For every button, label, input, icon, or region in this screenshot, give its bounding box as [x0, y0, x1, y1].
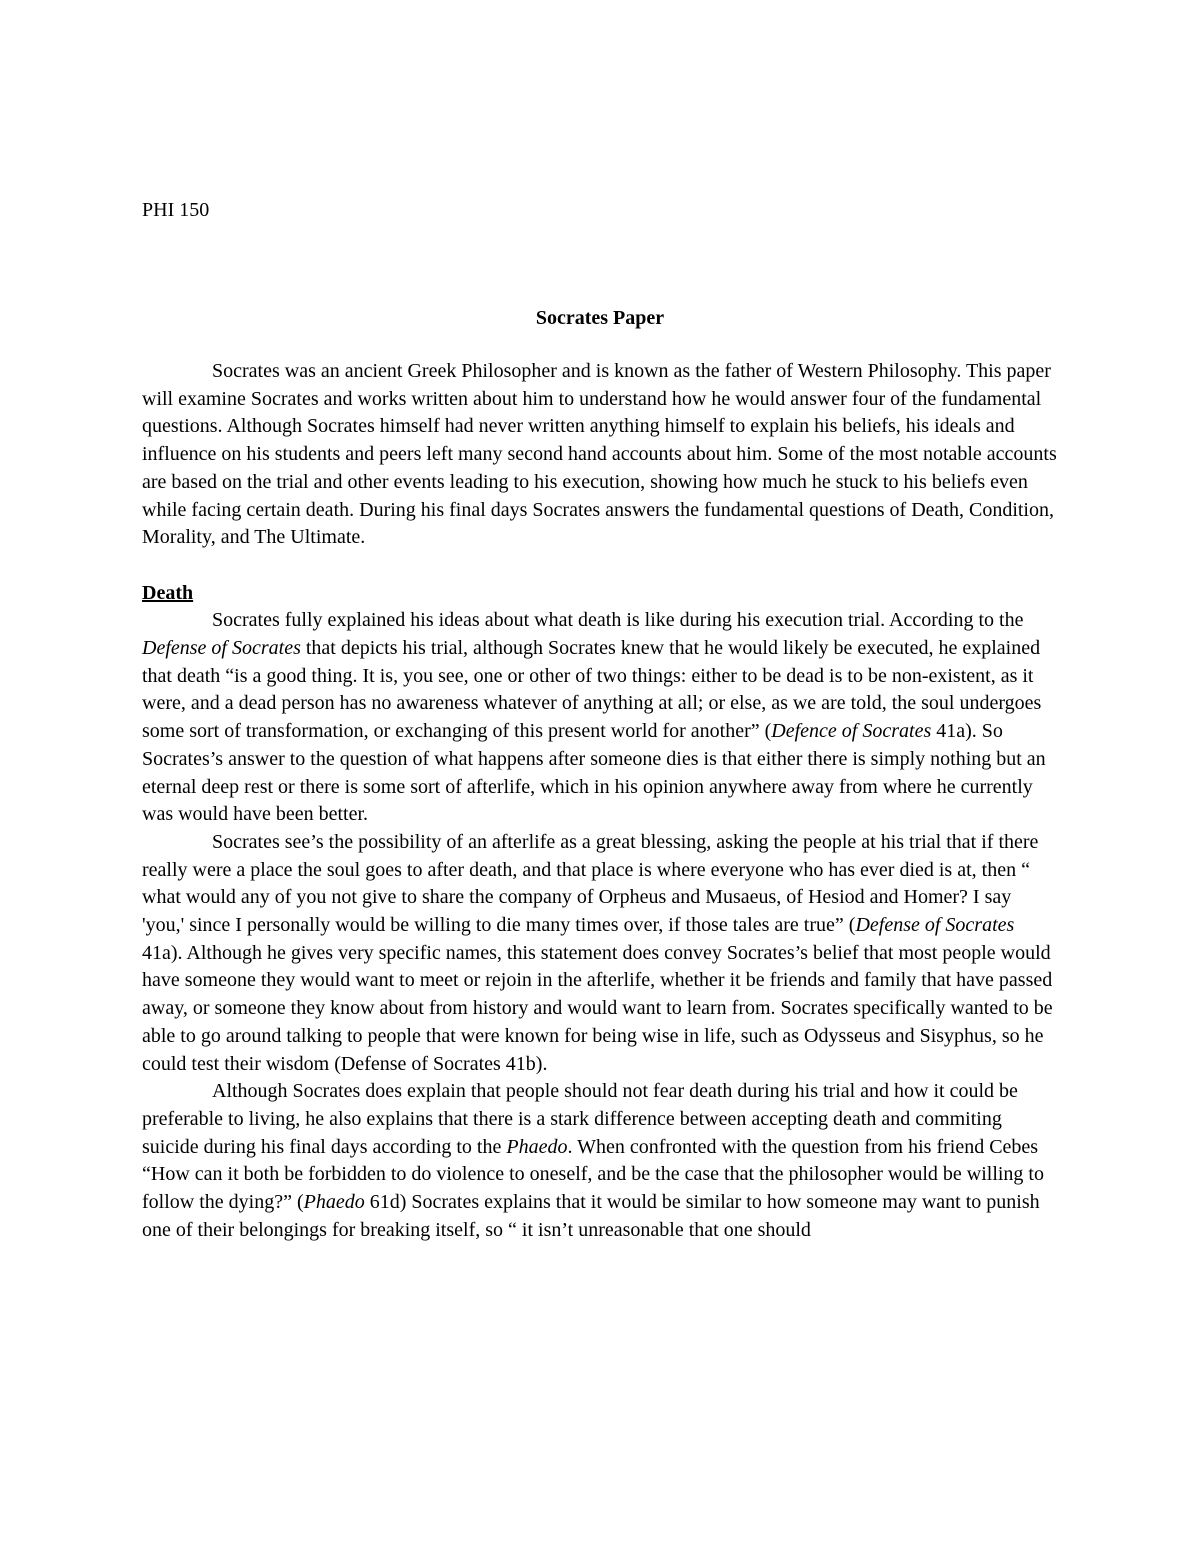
citation-title: Defense of Socrates [142, 637, 301, 660]
text-run: Socrates see’s the possibility of an afterlife as a great blessing, asking the people at his trial that if there really were a place the soul goes to after death, and that place is where everyone who has ever died is at, then “ what would any of you not give to share the company of Orpheus and Musaeus, of Hesiod and Homer? I say 'you,' since I personally would be willing to die many times over, if those tales are true” ( [142, 830, 1039, 937]
paper-title: Socrates Paper [535, 307, 665, 329]
death-paragraph-2 [142, 829, 1058, 1078]
paper-body [142, 358, 1058, 1244]
citation-title: Defense of Socrates [855, 914, 1015, 937]
death-paragraph-3 [142, 1078, 1058, 1244]
text-run: Although Socrates does explain that people should not fear death during his trial and how it could be preferable to living, he also explains that there is a stark difference between accepting death and commiting suicide during his final days according to the [142, 1080, 1018, 1158]
citation-title: Defence of Socrates [771, 720, 932, 743]
death-paragraph-1 [142, 607, 1058, 829]
section-heading-death: Death [142, 581, 194, 604]
text-run: . When confronted with the question from his friend Cebes “How can it both be forbidden to do violence to oneself, and be the case that the philosopher would be willing to follow the dying?” ( [142, 1135, 1044, 1214]
text-run: that depicts his trial, although Socrates knew that he would likely be executed, he explained that death “is a good thing. It is, you see, one or other of two things: either to be dead is to be non-existent, as it were, and a dead person has no awareness whatever of anything at all; or else, as we are told, the soul undergoes some sort of transformation, or exchanging of this present world for another” ( [142, 637, 1042, 743]
text-run: 41a). So Socrates’s answer to the question of what happens after someone dies is that either there is simply nothing but an eternal deep rest or there is some sort of afterlife, which in his opinion anywhere away from where he currently was would have been better. [142, 720, 1046, 826]
text-run: Socrates fully explained his ideas about what death is like during his execution trial. According to the [212, 609, 1024, 632]
course-code: PHI 150 [142, 199, 210, 221]
intro-paragraph: Socrates was an ancient Greek Philosopher and is known as the father of Western Philosophy. This paper will examine Socrates and works written about him to understand how he would answer four of the fundamental questions. Although Socrates himself had never written anything himself to explain his beliefs, his ideals and influence on his students and peers left many second hand accounts about him. Some of the most notable accounts are based on the trial and other events leading to his execution, showing how much he stuck to his beliefs even while facing certain death. During his final days Socrates answers the fundamental questions of Death, Condition, Morality, and The Ultimate. [142, 360, 1057, 549]
citation-title: Phaedo [506, 1135, 568, 1158]
text-run: 41a). Although he gives very specific names, this statement does convey Socrates’s belief that most people would have someone they would want to meet or rejoin in the afterlife, whether it be friends and family that have passed away, or someone they know about from history and would want to learn from. Socrates specifically wanted to be able to go around talking to people that were known for being wise in life, such as Odysseus and Sisyphus, so he could test their wisdom (Defense of Socrates 41b). [142, 941, 1053, 1075]
citation-title: Phaedo [303, 1191, 365, 1214]
text-run: 61d) Socrates explains that it would be similar to how someone may want to punish one of their belongings for breaking itself, so “ it isn’t unreasonable that one should [142, 1191, 1040, 1241]
